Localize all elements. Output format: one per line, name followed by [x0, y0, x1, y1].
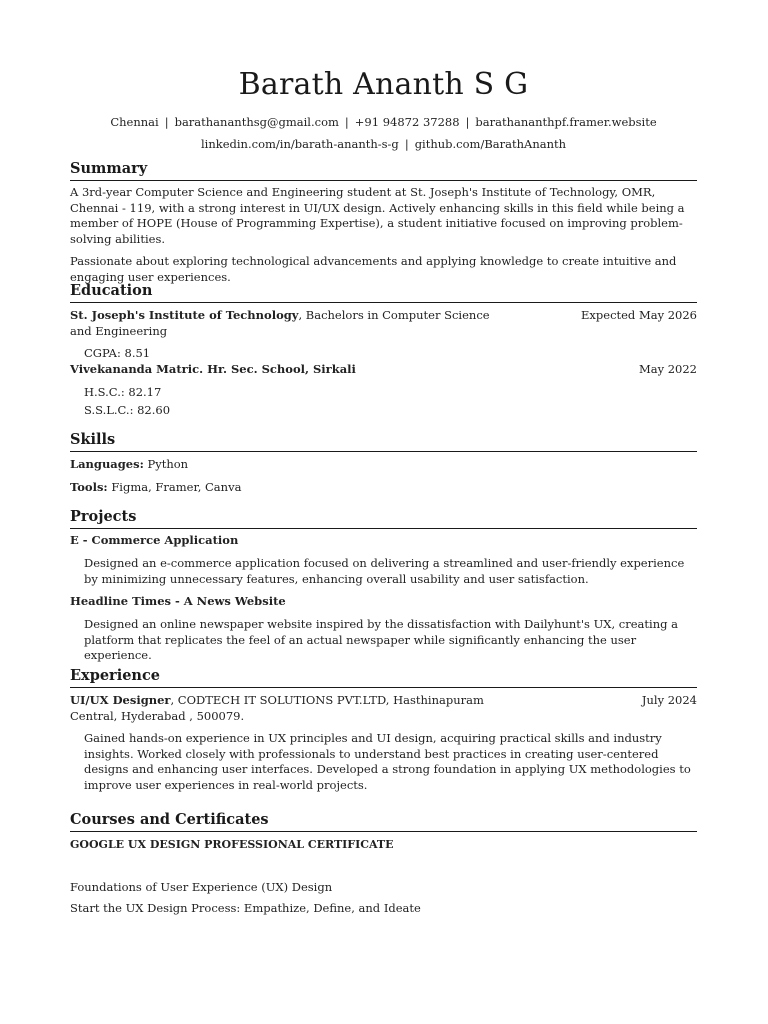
section-title: Summary: [70, 159, 697, 181]
project-name: E - Commerce Application: [70, 533, 239, 547]
summary-section: [70, 159, 697, 285]
separator: |: [344, 115, 349, 129]
degree: , Bachelors in Computer Science and Engineering: [70, 308, 490, 338]
projects-section: [70, 507, 697, 529]
section-title: Education: [70, 281, 697, 303]
education-heading: [70, 308, 490, 339]
summary-paragraph: A 3rd-year Computer Science and Engineering student at St. Joseph's Institute of Technology, OMR, Chennai - 119, with a strong interest in UI/UX design. Actively enhancing skills in this field while being a member of HOPE (House of Programming Expertise), a student initiative focused on improving problem-solving abilities.: [70, 185, 685, 246]
contact-line-1: [70, 114, 697, 130]
institution-name: Vivekananda Matric. Hr. Sec. School, Sirkali: [70, 362, 356, 376]
skill-label: Languages:: [70, 457, 144, 471]
skills-tools: [70, 480, 697, 496]
candidate-name: Barath Ananth S G: [238, 67, 529, 102]
project-description: Designed an online newspaper website inspired by the dissatisfaction with Dailyhunt's UX, creating a platform that replicates the feel of an actual newspaper while significantly enhancing the user experience.: [84, 617, 678, 662]
education-date: Expected May 2026: [581, 308, 697, 322]
experience-heading: [70, 693, 490, 724]
education-detail: S.S.L.C.: 82.60: [84, 403, 171, 417]
contact-line-2: [70, 136, 697, 152]
institution-name: St. Joseph's Institute of Technology: [70, 308, 299, 322]
section-title: Projects: [70, 507, 697, 529]
phone-number[interactable]: +91 94872 37288: [354, 115, 460, 129]
education-section: [70, 281, 697, 303]
education-detail: CGPA: 8.51: [84, 346, 151, 360]
courses-section: [70, 810, 697, 832]
section-title: Experience: [70, 666, 697, 688]
github-link[interactable]: github.com/BarathAnanth: [414, 137, 567, 151]
location: Chennai: [110, 115, 159, 129]
skill-label: Tools:: [70, 480, 108, 494]
certificate-title: GOOGLE UX DESIGN PROFESSIONAL CERTIFICATE: [70, 838, 394, 851]
education-date: May 2022: [638, 362, 697, 376]
website-link[interactable]: barathananthpf.framer.website: [475, 115, 657, 129]
skills-languages: [70, 457, 697, 473]
separator: |: [404, 137, 409, 151]
project-name: Headline Times - A News Website: [70, 594, 286, 608]
skills-section: [70, 430, 697, 452]
experience-section: [70, 666, 697, 688]
course-item: Start the UX Design Process: Empathize, Define, and Ideate: [70, 901, 421, 915]
project-description: Designed an e-commerce application focused on delivering a streamlined and user-friendly experience by minimizing unnecessary features, enhancing overall usability and user satisfaction.: [84, 556, 685, 586]
skill-value: Figma, Framer, Canva: [107, 480, 242, 494]
company: , CODTECH IT SOLUTIONS PVT.LTD, Hasthinapuram Central, Hyderabad , 500079.: [70, 693, 484, 723]
experience-date: July 2024: [641, 693, 697, 707]
course-item: Foundations of User Experience (UX) Design: [70, 880, 333, 894]
separator: |: [164, 115, 169, 129]
linkedin-link[interactable]: linkedin.com/in/barath-ananth-s-g: [200, 137, 399, 151]
separator: |: [465, 115, 470, 129]
email-link[interactable]: barathananthsg@gmail.com: [174, 115, 339, 129]
experience-description: Gained hands-on experience in UX principles and UI design, acquiring practical skills and industry insights. Worked closely with professionals to understand best practices in creating user-centered designs and enhancing user interfaces. Developed a strong foundation in applying UX methodologies to improve user experiences in real-world projects.: [84, 731, 691, 792]
summary-paragraph: Passionate about exploring technological advancements and applying knowledge to create intuitive and engaging user experiences.: [70, 254, 677, 284]
section-title: Courses and Certificates: [70, 810, 697, 832]
job-role: UI/UX Designer: [70, 693, 171, 707]
skill-value: Python: [143, 457, 189, 471]
section-title: Skills: [70, 430, 697, 452]
education-detail: H.S.C.: 82.17: [84, 385, 162, 399]
